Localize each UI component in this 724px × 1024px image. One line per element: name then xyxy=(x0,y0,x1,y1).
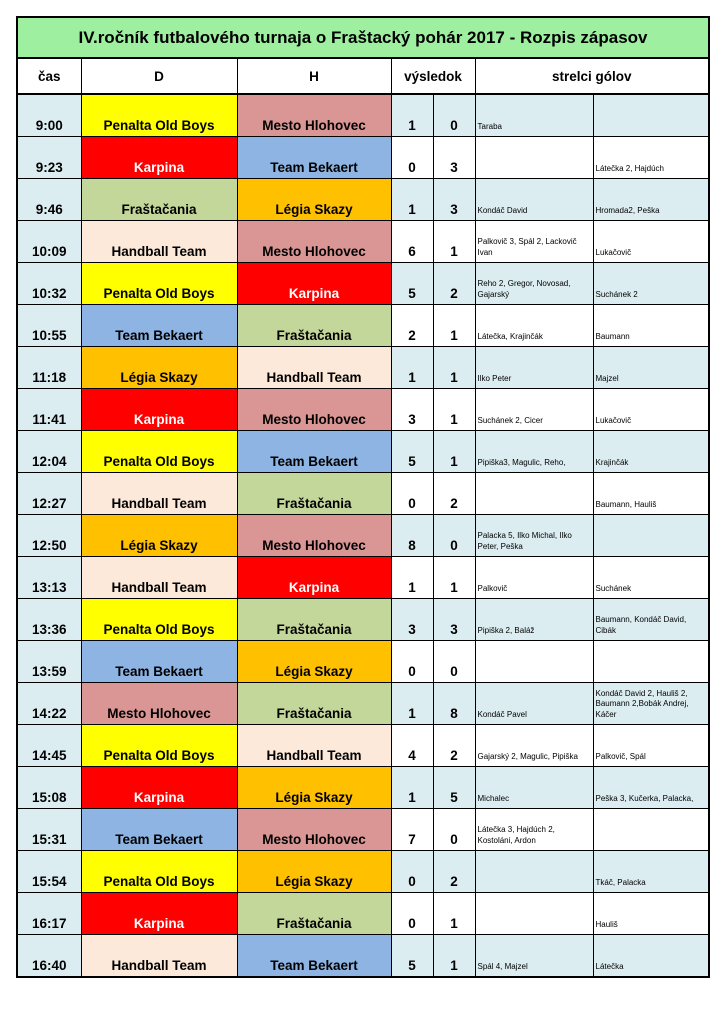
home-goals: 4 xyxy=(391,725,433,767)
home-goals: 8 xyxy=(391,515,433,557)
home-team: Légia Skazy xyxy=(81,347,237,389)
away-goals: 2 xyxy=(433,473,475,515)
away-scorers: Suchánek xyxy=(593,557,709,599)
match-time: 16:40 xyxy=(17,935,81,978)
schedule-table xyxy=(16,16,710,978)
away-scorers xyxy=(593,515,709,557)
home-goals: 1 xyxy=(391,94,433,137)
away-scorers: Majzel xyxy=(593,347,709,389)
away-scorers: Látečka xyxy=(593,935,709,978)
home-scorers: Látečka 3, Hajdúch 2, Kostoláni, Ardon xyxy=(475,809,593,851)
match-time: 10:32 xyxy=(17,263,81,305)
home-scorers: Reho 2, Gregor, Novosad, Gajarský xyxy=(475,263,593,305)
home-scorers: Palacka 5, Ilko Michal, Ilko Peter, Peška xyxy=(475,515,593,557)
home-scorers: Spál 4, Majzel xyxy=(475,935,593,978)
table-row xyxy=(17,557,709,599)
away-team: Karpina xyxy=(237,557,391,599)
away-team: Fraštačania xyxy=(237,893,391,935)
table-row xyxy=(17,431,709,473)
home-scorers: Ilko Peter xyxy=(475,347,593,389)
away-team: Fraštačania xyxy=(237,473,391,515)
away-scorers: Látečka 2, Hajdúch xyxy=(593,137,709,179)
home-scorers: Suchánek 2, Cicer xyxy=(475,389,593,431)
away-team: Mesto Hlohovec xyxy=(237,94,391,137)
match-time: 11:41 xyxy=(17,389,81,431)
away-goals: 2 xyxy=(433,725,475,767)
match-time: 15:31 xyxy=(17,809,81,851)
away-team: Handball Team xyxy=(237,725,391,767)
home-scorers: Gajarský 2, Magulic, Pipiška xyxy=(475,725,593,767)
away-team: Fraštačania xyxy=(237,599,391,641)
away-scorers: Palkovič, Spál xyxy=(593,725,709,767)
away-goals: 3 xyxy=(433,179,475,221)
away-team: Fraštačania xyxy=(237,683,391,725)
away-scorers xyxy=(593,94,709,137)
column-header-result: výsledok xyxy=(391,58,475,94)
match-time: 10:55 xyxy=(17,305,81,347)
table-row xyxy=(17,599,709,641)
home-team: Penalta Old Boys xyxy=(81,94,237,137)
home-team: Team Bekaert xyxy=(81,641,237,683)
away-scorers: Lukačovič xyxy=(593,221,709,263)
away-scorers xyxy=(593,641,709,683)
table-row xyxy=(17,683,709,725)
home-goals: 5 xyxy=(391,431,433,473)
away-team: Fraštačania xyxy=(237,305,391,347)
match-time: 13:13 xyxy=(17,557,81,599)
away-goals: 3 xyxy=(433,137,475,179)
away-scorers: Baumann, Hauliš xyxy=(593,473,709,515)
home-goals: 0 xyxy=(391,893,433,935)
home-goals: 1 xyxy=(391,683,433,725)
table-row xyxy=(17,94,709,137)
table-row xyxy=(17,221,709,263)
home-team: Fraštačania xyxy=(81,179,237,221)
home-goals: 6 xyxy=(391,221,433,263)
home-scorers: Palkovič xyxy=(475,557,593,599)
home-scorers: Látečka, Krajinčák xyxy=(475,305,593,347)
match-list xyxy=(17,94,709,977)
home-goals: 2 xyxy=(391,305,433,347)
table-row xyxy=(17,179,709,221)
home-goals: 0 xyxy=(391,851,433,893)
away-goals: 2 xyxy=(433,851,475,893)
table-row xyxy=(17,809,709,851)
home-team: Handball Team xyxy=(81,473,237,515)
home-scorers xyxy=(475,851,593,893)
home-scorers xyxy=(475,641,593,683)
schedule-sheet xyxy=(16,16,708,978)
match-time: 14:22 xyxy=(17,683,81,725)
home-scorers xyxy=(475,893,593,935)
home-team: Karpina xyxy=(81,767,237,809)
home-goals: 1 xyxy=(391,557,433,599)
away-team: Légia Skazy xyxy=(237,767,391,809)
column-header-time: čas xyxy=(17,58,81,94)
away-team: Légia Skazy xyxy=(237,851,391,893)
home-goals: 1 xyxy=(391,767,433,809)
away-team: Mesto Hlohovec xyxy=(237,221,391,263)
column-header-scorers: strelci gólov xyxy=(475,58,709,94)
away-team: Team Bekaert xyxy=(237,137,391,179)
column-header-home: D xyxy=(81,58,237,94)
away-scorers: Lukačovič xyxy=(593,389,709,431)
home-goals: 3 xyxy=(391,389,433,431)
away-scorers: Hauliš xyxy=(593,893,709,935)
table-row xyxy=(17,473,709,515)
home-team: Handball Team xyxy=(81,935,237,978)
away-team: Légia Skazy xyxy=(237,179,391,221)
away-scorers: Kondáč David 2, Hauliš 2, Baumann 2,Bobák Andrej, Káčer xyxy=(593,683,709,725)
home-scorers: Kondáč Pavel xyxy=(475,683,593,725)
match-time: 12:04 xyxy=(17,431,81,473)
away-team: Team Bekaert xyxy=(237,431,391,473)
match-time: 9:46 xyxy=(17,179,81,221)
home-team: Karpina xyxy=(81,389,237,431)
match-time: 13:59 xyxy=(17,641,81,683)
home-goals: 1 xyxy=(391,347,433,389)
home-scorers: Michalec xyxy=(475,767,593,809)
away-scorers: Baumann xyxy=(593,305,709,347)
home-team: Handball Team xyxy=(81,557,237,599)
away-goals: 2 xyxy=(433,263,475,305)
home-scorers: Palkovič 3, Spál 2, Lackovič Ivan xyxy=(475,221,593,263)
home-goals: 5 xyxy=(391,263,433,305)
home-scorers xyxy=(475,137,593,179)
away-team: Team Bekaert xyxy=(237,935,391,978)
match-time: 11:18 xyxy=(17,347,81,389)
home-team: Penalta Old Boys xyxy=(81,725,237,767)
home-goals: 0 xyxy=(391,137,433,179)
table-row xyxy=(17,347,709,389)
table-row xyxy=(17,767,709,809)
match-time: 14:45 xyxy=(17,725,81,767)
away-goals: 1 xyxy=(433,305,475,347)
away-goals: 1 xyxy=(433,221,475,263)
away-goals: 1 xyxy=(433,557,475,599)
column-header-away: H xyxy=(237,58,391,94)
away-scorers: Peška 3, Kučerka, Palacka, xyxy=(593,767,709,809)
away-scorers: Suchánek 2 xyxy=(593,263,709,305)
match-time: 9:00 xyxy=(17,94,81,137)
match-time: 16:17 xyxy=(17,893,81,935)
away-goals: 0 xyxy=(433,515,475,557)
page-title: IV.ročník futbalového turnaja o Fraštacký pohár 2017 - Rozpis zápasov xyxy=(17,17,709,58)
away-team: Mesto Hlohovec xyxy=(237,515,391,557)
home-goals: 7 xyxy=(391,809,433,851)
match-time: 12:50 xyxy=(17,515,81,557)
away-goals: 8 xyxy=(433,683,475,725)
table-row xyxy=(17,389,709,431)
away-goals: 0 xyxy=(433,94,475,137)
home-scorers: Taraba xyxy=(475,94,593,137)
away-team: Mesto Hlohovec xyxy=(237,389,391,431)
match-time: 12:27 xyxy=(17,473,81,515)
home-team: Handball Team xyxy=(81,221,237,263)
away-goals: 1 xyxy=(433,347,475,389)
home-team: Penalta Old Boys xyxy=(81,851,237,893)
home-goals: 1 xyxy=(391,179,433,221)
away-team: Mesto Hlohovec xyxy=(237,809,391,851)
away-scorers: Baumann, Kondáč David, Cibák xyxy=(593,599,709,641)
home-goals: 0 xyxy=(391,641,433,683)
match-time: 15:08 xyxy=(17,767,81,809)
table-row xyxy=(17,893,709,935)
home-team: Penalta Old Boys xyxy=(81,263,237,305)
home-team: Penalta Old Boys xyxy=(81,599,237,641)
away-goals: 1 xyxy=(433,389,475,431)
home-team: Karpina xyxy=(81,137,237,179)
table-row xyxy=(17,725,709,767)
home-team: Team Bekaert xyxy=(81,305,237,347)
home-goals: 0 xyxy=(391,473,433,515)
home-team: Légia Skazy xyxy=(81,515,237,557)
home-team: Karpina xyxy=(81,893,237,935)
match-time: 10:09 xyxy=(17,221,81,263)
away-scorers: Krajinčák xyxy=(593,431,709,473)
away-scorers xyxy=(593,809,709,851)
home-team: Penalta Old Boys xyxy=(81,431,237,473)
table-row xyxy=(17,263,709,305)
table-row xyxy=(17,851,709,893)
away-team: Handball Team xyxy=(237,347,391,389)
table-row xyxy=(17,305,709,347)
away-goals: 1 xyxy=(433,431,475,473)
home-scorers: Pipiška 2, Baláž xyxy=(475,599,593,641)
away-goals: 5 xyxy=(433,767,475,809)
away-team: Karpina xyxy=(237,263,391,305)
home-team: Mesto Hlohovec xyxy=(81,683,237,725)
away-scorers: Tkáč, Palacka xyxy=(593,851,709,893)
match-time: 13:36 xyxy=(17,599,81,641)
home-goals: 3 xyxy=(391,599,433,641)
away-goals: 1 xyxy=(433,935,475,978)
match-time: 15:54 xyxy=(17,851,81,893)
home-scorers xyxy=(475,473,593,515)
away-goals: 3 xyxy=(433,599,475,641)
table-row xyxy=(17,935,709,978)
away-goals: 0 xyxy=(433,809,475,851)
home-scorers: Kondáč David xyxy=(475,179,593,221)
table-row xyxy=(17,137,709,179)
home-goals: 5 xyxy=(391,935,433,978)
away-goals: 1 xyxy=(433,893,475,935)
home-scorers: Pipiška3, Magulic, Reho, xyxy=(475,431,593,473)
away-scorers: Hromada2, Peška xyxy=(593,179,709,221)
away-goals: 0 xyxy=(433,641,475,683)
away-team: Légia Skazy xyxy=(237,641,391,683)
match-time: 9:23 xyxy=(17,137,81,179)
table-row xyxy=(17,515,709,557)
home-team: Team Bekaert xyxy=(81,809,237,851)
table-row xyxy=(17,641,709,683)
